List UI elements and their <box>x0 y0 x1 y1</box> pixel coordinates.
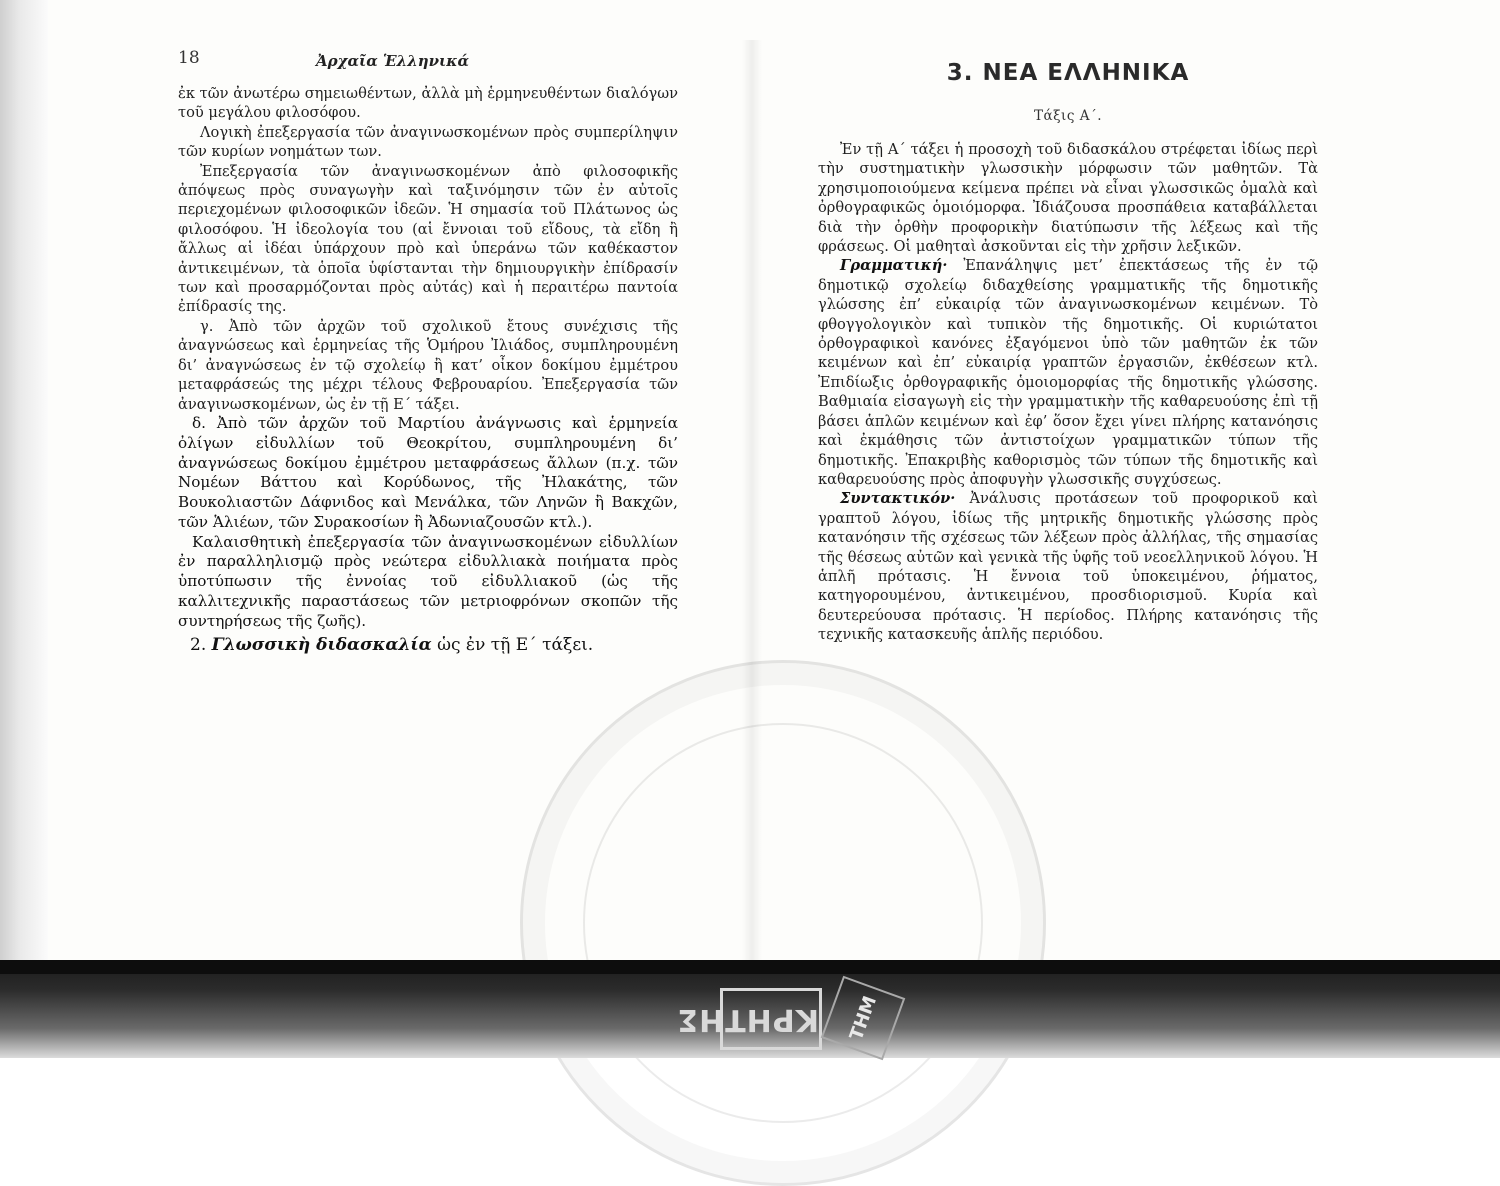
seal-inner-ring <box>583 723 983 1123</box>
right-page <box>818 60 1318 645</box>
paragraph: Ἐπεξεργασία τῶν ἀναγινωσκομένων ἀπὸ φιλοσοφικῆς ἀπόψεως πρὸς συναγωγὴν καὶ ταξινόμησιν τῶν ἐν αὐτοῖς περιεχομένων φιλοσοφικῶν ἰδεῶν. Ἡ σημασία τοῦ Πλάτωνος ὡς φιλοσόφου. Ἡ ἰδεολογία του (αἱ ἔννοιαι τοῦ εἴδους, τὰ εἴδη ἢ ἄλλως αἱ ἰδέαι ὑπάρχουν πρὸ καὶ ὑπεράνω τῶν καθέκαστον ἀντικειμένων, τὰ ὁποῖα ὑφίστανται τὴν δημιουργικὴν ἐπίδρασίν των καὶ προσαρμόζονται πρὸς αὐτάς) καὶ ἡ περαιτέρω παντοία ἐπίδρασίς της. <box>178 162 678 316</box>
run-in-heading: Συντακτικόν· <box>840 490 956 508</box>
library-stamp: ΚΡΗΤΗΣ <box>720 988 822 1050</box>
section-title: Γλωσσικὴ διδασκαλία <box>211 634 432 655</box>
university-seal-watermark <box>520 660 1046 1186</box>
paragraph-syntax <box>818 489 1318 644</box>
paragraph: γ. Ἀπὸ τῶν ἀρχῶν τοῦ σχολικοῦ ἔτους συνέχισις τῆς ἀναγνώσεως καὶ ἑρμηνείας τῆς Ὁμήρου Ἰλιάδος, συμπληρουμένη δι’ ἀναγνώσεως ἐν τῷ σχολείῳ ἢ κατ’ οἶκον δοκίμου ἐμμέτρου μεταφράσεώς της μέχρι τέλους Φεβρουαρίου. Ἐπεξεργασία τῶν ἀναγινωσκομένων, ὡς ἐν τῇ Ε΄ τάξει. <box>178 317 678 413</box>
run-in-heading: Γραμματική· <box>840 257 948 275</box>
paragraph: Καλαισθητικὴ ἐπεξεργασία τῶν ἀναγινωσκομένων εἰδυλλίων ἐν παραλληλισμῷ πρὸς νεώτερα εἰδυλλιακὰ ποιήματα πρὸς ὑποτύπωσιν τῆς ἐννοίας τοῦ εἰδυλλιακοῦ (ὡς τῆς καλλιτεχνικῆς παραστάσεως τῶν μετριοφρόνων σκοπῶν τῆς συντηρήσεως τῆς ζωῆς). <box>178 532 678 630</box>
left-page <box>178 48 678 656</box>
paragraph-grammar <box>818 256 1318 489</box>
page-edge-shadow <box>0 0 48 1058</box>
paragraph: ἐκ τῶν ἀνωτέρω σημειωθέντων, ἀλλὰ μὴ ἑρμηνευθέντων διαλόγων τοῦ μεγάλου φιλοσόφου. <box>178 85 678 122</box>
section-rest: ὡς ἐν τῇ Ε΄ τάξει. <box>437 634 594 655</box>
chapter-title: 3. ΝΕΑ ΕΛΛΗΝΙΚΑ <box>946 60 1190 86</box>
paragraph: δ. Ἀπὸ τῶν ἀρχῶν τοῦ Μαρτίου ἀνάγνωσις καὶ ἑρμηνεία ὀλίγων εἰδυλλίων τοῦ Θεοκρίτου, συμπληρουμένη δι’ ἀναγνώσεως δοκίμου ἐμμέτρου μεταφράσεως ἄλλων (π.χ. τῶν Νομέων Βάττου καὶ Κορύδωνος, τῆς Ἠλακάτης, τῶν Βουκολιαστῶν Δάφνιδος καὶ Μενάλκα, τῶν Ληνῶν ἢ Βακχῶν, τῶν Ἁλιέων, τῶν Συρακοσίων ἢ Ἀδωνιαζουσῶν κτλ.). <box>178 413 678 531</box>
library-stamp-side: ΤΗΜ <box>821 976 906 1061</box>
left-running-head <box>178 48 678 84</box>
paragraph: Ἐν τῇ Α΄ τάξει ἡ προσοχὴ τοῦ διδασκάλου στρέφεται ἰδίως περὶ τὴν συστηματικὴν γλωσσικὴν μόρφωσιν τῶν μαθητῶν. Τὰ χρησιμοποιούμενα κείμενα πρέπει νὰ εἶναι γλωσσικῶς ὁμαλὰ καὶ ὀρθογραφικῶς ὁμοιόμορφα. Ἰδιάζουσα προσπάθεια καταβάλλεται διὰ τὴν ὀρθὴν προφορικὴν διατύπωσιν τῆς λέξεως καὶ τῆς φράσεως. Οἱ μαθηταὶ ἀσκοῦνται εἰς τὴν χρῆσιν λεξικῶν. <box>818 141 1318 256</box>
paragraph-text: Ἐπανάληψις μετ’ ἐπεκτάσεως τῆς ἐν τῷ δημοτικῷ σχολείῳ διδαχθείσης γραμματικῆς τῆς δημοτικῆς γλώσσης ἐπ’ εὐκαιρίᾳ τῶν ἀναγινωσκομένων κειμένων. Τὸ φθογγολογικὸν καὶ τυπικὸν τῆς δημοτικῆς. Οἱ κυριώτατοι ὀρθογραφικοὶ κανόνες ἐξαγόμενοι ὑπὸ τῶν μαθητῶν ἐκ τῶν κειμένων καὶ ἐπ’ εὐκαιρίᾳ γραπτῶν ἐργασιῶν, ἐκθέσεων κτλ. Ἐπιδίωξις ὀρθογραφικῆς ὁμοιομορφίας τῆς δημοτικῆς γλώσσης. Βαθμιαία εἰσαγωγὴ εἰς τὴν γραμματικὴν τῆς καθαρευούσης ἐπὶ τῇ βάσει ἁπλῶν κειμένων καὶ ἐφ’ ὅσον ἔχει γίνει πλήρης κατανόησις καὶ ἐκμάθησις τῶν ἀντιστοίχων γραμματικῶν τύπων τῆς δημοτικῆς. Ἐπακριβὴς καθορισμὸς τῶν τύπων τῆς δημοτικῆς καὶ καθαρευούσης πρὸς ἀποφυγὴν γλωσσικῆς συγχύσεως. <box>818 257 1319 488</box>
paragraph: Λογικὴ ἐπεξεργασία τῶν ἀναγινωσκομένων πρὸς συμπερίληψιν τῶν κυρίων νοημάτων των. <box>178 123 678 161</box>
running-title: Ἀρχαῖα Ἑλληνικά <box>316 52 470 70</box>
section-number: 2. <box>190 634 207 655</box>
paragraph-text: Ἀνάλυσις προτάσεων τοῦ προφορικοῦ καὶ γραπτοῦ λόγου, ἰδίως τῆς μητρικῆς δημοτικῆς γλώσσης πρὸς κατανόησιν τῆς σχέσεως τῶν λέξεων πρὸς ἀλλήλας, τῆς σημασίας τῆς θέσεως αὐτῶν καὶ γενικὰ τῆς ὑφῆς τοῦ νεοελληνικοῦ λόγου. Ἡ ἁπλῆ πρότασις. Ἡ ἔννοια τοῦ ὑποκειμένου, ῥήματος, κατηγορουμένου, ἀντικειμένου, προσδιορισμοῦ. Κυρία καὶ δευτερεύουσα πρότασις. Ἡ περίοδος. Πλήρης κατανόησις τῆς τεχνικῆς κατασκευῆς ἁπλῆς περιόδου. <box>818 490 1318 644</box>
section-heading: Τάξις Α΄. <box>1034 108 1102 124</box>
page-number: 18 <box>178 48 200 68</box>
section-2-heading <box>178 634 678 656</box>
